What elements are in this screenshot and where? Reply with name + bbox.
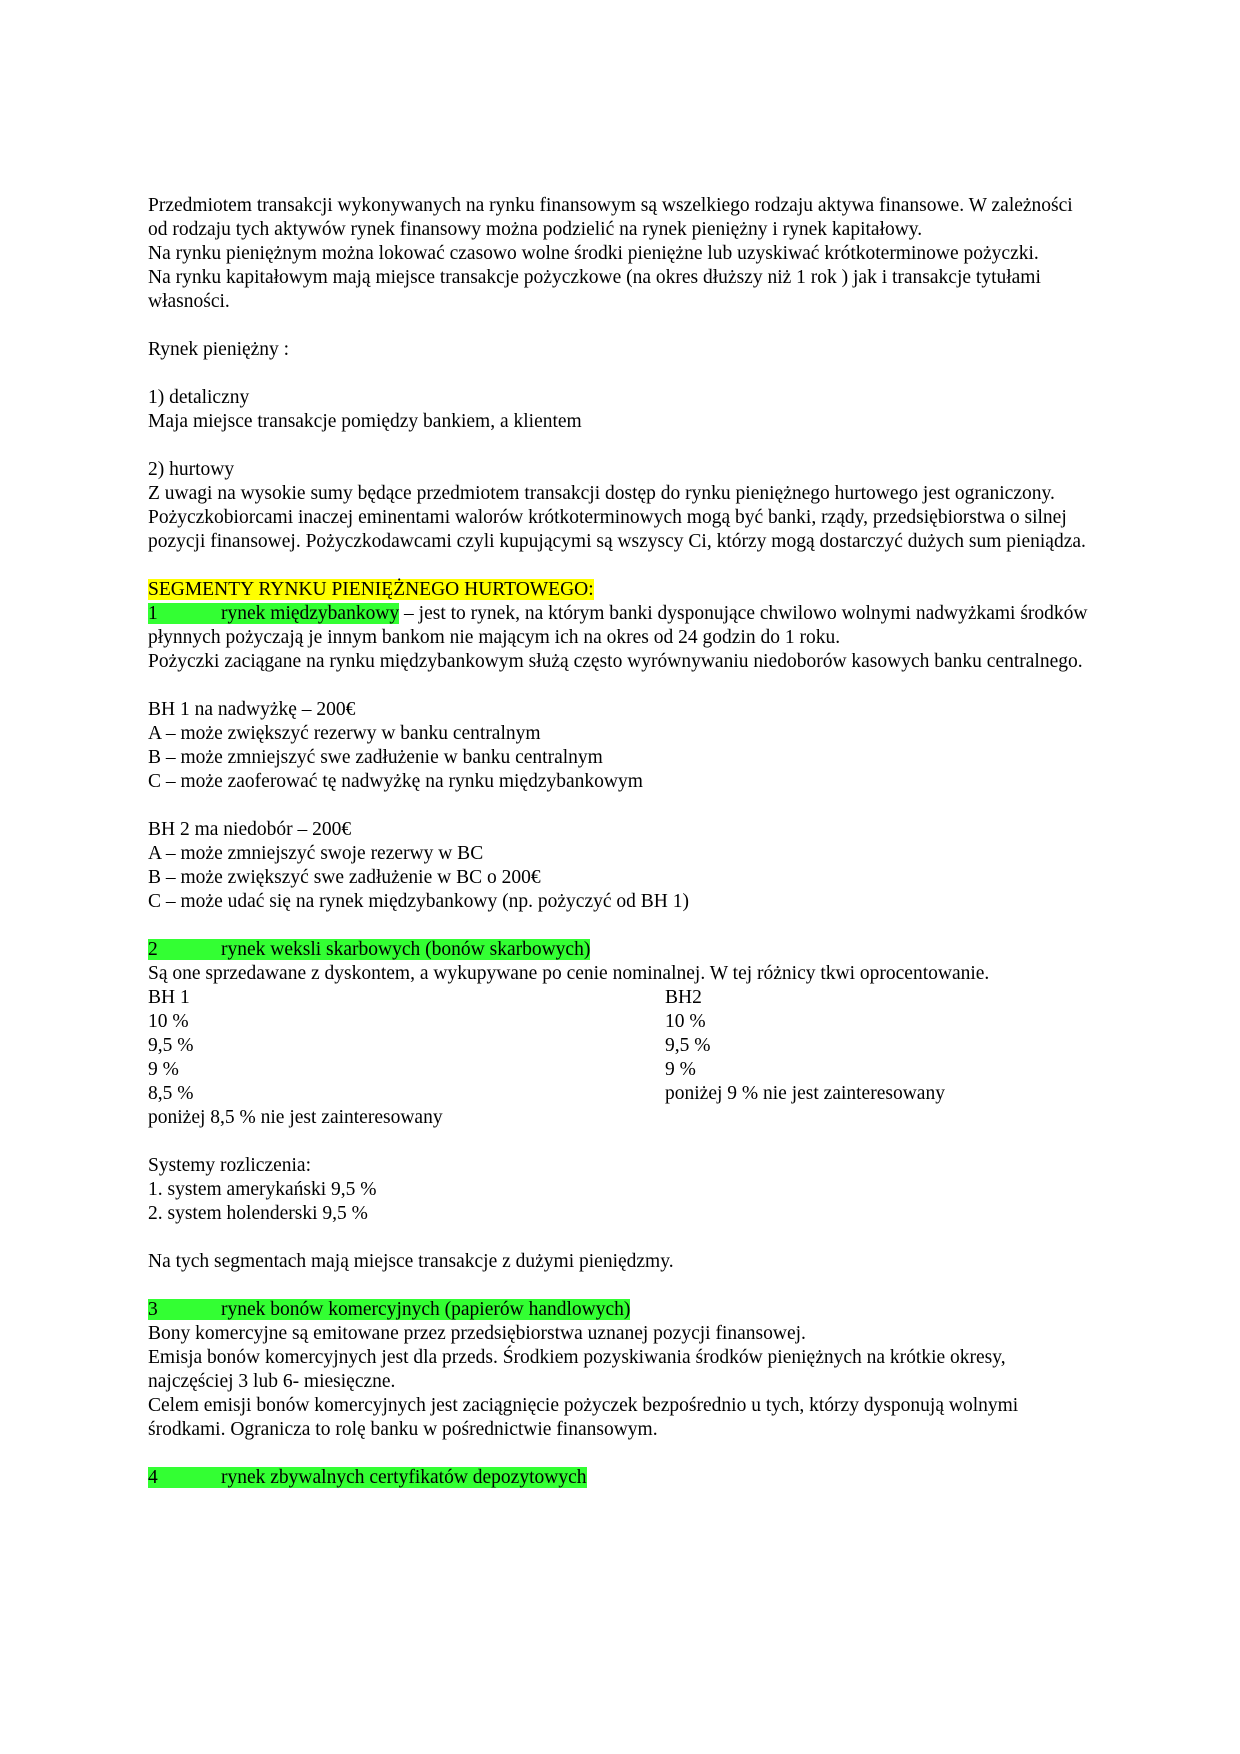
segment-2-heading — [148, 939, 590, 960]
bh1-column-row: BH 1 — [148, 987, 190, 1008]
retail-title: 1) detaliczny — [148, 387, 250, 408]
bid-comparison-columns — [148, 986, 1093, 1130]
blank-line — [148, 1274, 1093, 1298]
intro-paragraph-3: Na rynku kapitałowym mają miejsce transakcje pożyczkowe (na okres dłuższy niż 1 rok ) jak i transakcje tytułami własności. — [148, 267, 1041, 312]
bh2-line: C – może udać się na rynek międzybankowy (np. pożyczyć od BH 1) — [148, 891, 689, 912]
segment-3-heading-line — [148, 1298, 1093, 1322]
segment-3-paragraph-2: Emisja bonów komercyjnych jest dla przeds. Środkiem pozyskiwania środków pieniężnych na krótkie okresy, najczęściej 3 lub 6- miesięczne. — [148, 1347, 1006, 1392]
settlement-system-item: 1. system amerykański 9,5 % — [148, 1179, 377, 1200]
bh1-line: C – może zaoferować tę nadwyżkę na rynku międzybankowym — [148, 771, 643, 792]
bh1-line: BH 1 na nadwyżkę – 200€ — [148, 699, 356, 720]
segment-1-paragraph-2: Pożyczki zaciągane na rynku międzybankowym służą często wyrównywaniu niedoborów kasowych banku centralnego. — [148, 651, 1083, 672]
segment-3-paragraph-1: Bony komercyjne są emitowane przez przedsiębiorstwa uznanej pozycji finansowej. — [148, 1323, 806, 1344]
bh1-column-row: 9 % — [148, 1059, 179, 1080]
segments-heading — [148, 578, 1093, 602]
segment-2-closing: Na tych segmentach mają miejsce transakcje z dużymi pieniędzmy. — [148, 1251, 674, 1272]
blank-line — [148, 1442, 1093, 1466]
bh1-column-row: 9,5 % — [148, 1035, 194, 1056]
blank-line — [148, 914, 1093, 938]
segment-2-title: rynek weksli skarbowych (bonów skarbowych) — [221, 939, 591, 960]
intro-paragraph-1: Przedmiotem transakcji wykonywanych na rynku finansowym są wszelkiego rodzaju aktywa finansowe. W zależności od rodzaju tych aktywów rynek finansowy można podzielić na rynek pieniężny i rynek kapitałowy. — [148, 195, 1073, 240]
bh2-column-row: 10 % — [665, 1011, 706, 1032]
segment-3-paragraph-3: Celem emisji bonów komercyjnych jest zaciągnięcie pożyczek bezpośrednio u tych, którzy dysponują wolnymi środkami. Ogranicza to rolę banku w pośrednictwie finansowym. — [148, 1395, 1019, 1440]
segment-2-heading-line — [148, 938, 1093, 962]
segment-1-heading — [148, 603, 399, 624]
money-market-heading: Rynek pieniężny : — [148, 339, 290, 360]
blank-line — [148, 362, 1093, 386]
bh1-column-row: poniżej 8,5 % nie jest zainteresowany — [148, 1107, 443, 1128]
segment-4-heading — [148, 1467, 587, 1488]
bh1-column-row: 10 % — [148, 1011, 189, 1032]
bh1-line: B – może zmniejszyć swe zadłużenie w banku centralnym — [148, 747, 603, 768]
bh2-column-row: BH2 — [665, 987, 702, 1008]
segment-1-title: rynek międzybankowy — [221, 603, 400, 624]
bh2-column-row: 9,5 % — [665, 1035, 711, 1056]
segment-1-paragraph — [148, 602, 1093, 650]
settlement-system-item: 2. system holenderski 9,5 % — [148, 1203, 368, 1224]
blank-line — [148, 1226, 1093, 1250]
segment-1-number: 1 — [148, 603, 158, 624]
segment-3-title: rynek bonów komercyjnych (papierów handlowych) — [221, 1299, 631, 1320]
bh2-line: B – może zwiększyć swe zadłużenie w BC o 200€ — [148, 867, 541, 888]
segments-heading-text: SEGMENTY RYNKU PIENIĘŻNEGO HURTOWEGO: — [148, 579, 594, 600]
bh1-column — [148, 986, 665, 1130]
blank-line — [148, 434, 1093, 458]
bh2-column — [665, 986, 1093, 1130]
bh2-line: BH 2 ma niedobór – 200€ — [148, 819, 352, 840]
bh1-line: A – może zwiększyć rezerwy w banku centralnym — [148, 723, 541, 744]
blank-line — [148, 554, 1093, 578]
segment-4-title: rynek zbywalnych certyfikatów depozytowych — [221, 1467, 587, 1488]
segment-4-number: 4 — [148, 1467, 158, 1488]
segment-3-number: 3 — [148, 1299, 158, 1320]
wholesale-title: 2) hurtowy — [148, 459, 235, 480]
segment-2-number: 2 — [148, 939, 158, 960]
segment-1-description: – jest to rynek, na którym banki dysponujące chwilowo wolnymi nadwyżkami środków płynnych pożyczają je innym bankom nie mającym ich na okres od 24 godzin do 1 roku. — [148, 603, 1088, 648]
wholesale-text: Z uwagi na wysokie sumy będące przedmiotem transakcji dostęp do rynku pieniężnego hurtowego jest ograniczony. Pożyczkobiorcami inaczej eminentami walorów krótkoterminowych mogą być banki, rządy, przedsiębiorstwa o silnej pozycji finansowej. Pożyczkodawcami czyli kupującymi są wszyscy Ci, którzy mogą dostarczyć dużych sum pieniądza. — [148, 483, 1086, 552]
blank-line — [148, 674, 1093, 698]
segment-4-heading-line — [148, 1466, 1093, 1490]
bh1-column-row: 8,5 % — [148, 1083, 194, 1104]
intro-paragraph-2: Na rynku pieniężnym można lokować czasowo wolne środki pieniężne lub uzyskiwać krótkoterminowe pożyczki. — [148, 243, 1039, 264]
settlement-systems-heading: Systemy rozliczenia: — [148, 1155, 311, 1176]
bh2-column-row: 9 % — [665, 1059, 696, 1080]
segment-3-heading — [148, 1299, 630, 1320]
blank-line — [148, 794, 1093, 818]
bh2-line: A – może zmniejszyć swoje rezerwy w BC — [148, 843, 484, 864]
segment-2-text: Są one sprzedawane z dyskontem, a wykupywane po cenie nominalnej. W tej różnicy tkwi oprocentowanie. — [148, 963, 990, 984]
blank-line — [148, 1130, 1093, 1154]
document-body — [148, 194, 1093, 1490]
blank-line — [148, 314, 1093, 338]
bh2-column-row: poniżej 9 % nie jest zainteresowany — [665, 1083, 945, 1104]
retail-text: Maja miejsce transakcje pomiędzy bankiem, a klientem — [148, 411, 582, 432]
